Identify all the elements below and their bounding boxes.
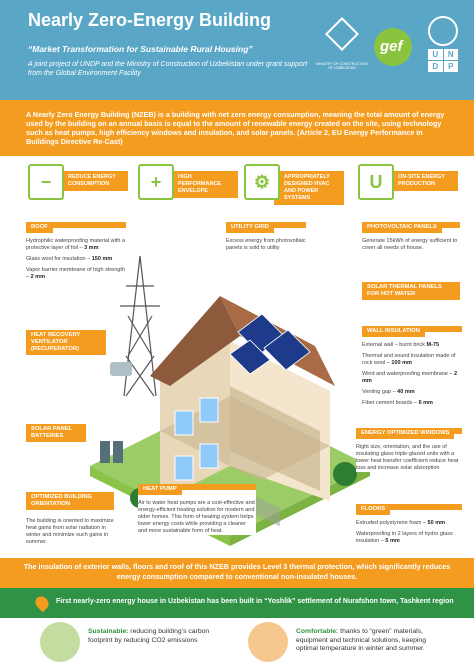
energy-production-icon: U [358, 164, 394, 200]
undp-letter: N [444, 49, 459, 60]
hands-leaf-icon [248, 622, 288, 662]
pv-title: PHOTOVOLTAIC PANELS [362, 222, 442, 233]
benefits-row [0, 618, 474, 669]
pillars-row [0, 156, 474, 206]
pillar-label: HIGH PERFORMANCE ENVELOPE [168, 171, 238, 198]
orientation-box [26, 492, 114, 546]
house-minus-icon: − [28, 164, 64, 200]
roof-title: ROOF [26, 222, 53, 233]
battery-icon [113, 441, 123, 463]
windows-text: Right size, orientation, and the use of insulating glass triple-glazed units with a lower heat transfer coefficient reduce heat loss and increase solar absorption [356, 444, 459, 471]
co2-leaf-icon [40, 622, 80, 662]
solar-batteries-title: SOLAR PANEL BATTERIES [26, 424, 86, 442]
thermal-protection-banner: The insulation of exterior walls, floors and roof of this NZEB provides Level 3 thermal protection, which significantly reduces energy consumption compared to conventional non-insulated houses. [0, 558, 474, 588]
house-plus-icon: + [138, 164, 174, 200]
location-pin-icon [33, 594, 51, 612]
orientation-title: OPTIMIZED BUILDING ORIENTATION [26, 492, 114, 510]
heat-pump-box [138, 484, 256, 535]
roof-box: ROOF Hydrophilic waterproofing material with a protective layer of foil – 3 mm Glass wool for insulation – 150 mm Vapor barrier membrane of high strength – 2 mm [26, 222, 126, 285]
page-title: Nearly Zero-Energy Building [28, 10, 272, 30]
wall-title: WALL INSULATION [362, 326, 425, 337]
recuperator-icon [110, 362, 132, 376]
orientation-text: The building is oriented to maximize heat gains from solar radiation in winter and minimize such gains in summer. [26, 518, 114, 545]
heat-recovery-title: HEAT RECOVERY VENTILATOR (RECUPERATOR) [26, 330, 106, 355]
pillar-label: REDUCE ENERGY CONSUMPTION [58, 171, 128, 191]
solar-batteries-box [26, 424, 86, 439]
benefit-sustainable: Sustainable: reducing building’s carbon footprint by reducing CO2 emissions [40, 622, 230, 664]
heat-pump-text: Air to water heat pumps are a cost-effective and energy-efficient heating solution for modern and older homes. This form of heating system helps lower energy costs while providing a cleaner and more sustainable form of heat. [138, 500, 255, 534]
ministry-logo [316, 18, 368, 78]
floors-title: FLOORS [356, 504, 390, 515]
windows-title: ENERGY OPTIMIZED WINDOWS [356, 428, 454, 439]
undp-globe-icon [428, 16, 458, 46]
undp-letter: U [428, 49, 443, 60]
window [175, 456, 193, 480]
ministry-emblem-icon [325, 17, 359, 51]
pv-text: Generate 15kWh of energy sufficient to cover all needs of house. [362, 238, 458, 251]
wall-insulation-box: WALL INSULATION External wall – burnt brick M-75 Thermal and sound insulation made of rock wool – 100 mm Wind and waterproofing membrane – 2 mm Venting gap – 40 mm Fiber cement boards – 6 mm [362, 326, 462, 411]
pillar-label: APPROPRIATELY DESIGNED HVAC AND POWER SYSTEMS [274, 171, 344, 205]
ministry-caption: MINISTRY OF CONSTRUCTION OF UZBEKISTAN [316, 62, 368, 70]
location-bar [0, 588, 474, 618]
window [200, 444, 218, 468]
windows-box [356, 428, 462, 472]
gef-logo [374, 28, 412, 66]
circuit-icon: ⚙ [244, 164, 280, 200]
utility-grid-text: Excess energy from photovoltaic panels is sold to utility [226, 238, 306, 251]
battery-icon [100, 441, 110, 463]
gef-logo-text: gef [380, 38, 403, 55]
undp-logo [420, 12, 466, 76]
location-text: First nearly-zero energy house in Uzbekistan has been built in “Yoshlik” settlement of Nurafshon town, Tashkent region [56, 598, 454, 605]
project-description: A joint project of UNDP and the Ministry of Construction of Uzbekistan under grant support from the Global Environment Facility [28, 61, 308, 77]
pv-box [362, 222, 460, 252]
header [0, 0, 474, 100]
window [200, 398, 218, 422]
utility-grid-title: UTILITY GRID [226, 222, 274, 233]
solar-thermal-box [362, 282, 460, 297]
pillar-label: ON-SITE ENERGY PRODUCTION [388, 171, 458, 191]
page-subtitle: “Market Transformation for Sustainable Rural Housing” [28, 44, 253, 54]
window [175, 411, 193, 435]
intro-definition: A Nearly Zero Energy Building (NZEB) is a building with net zero energy consumption, meaning the total amount of energy used by the building on an annual basis is equal to the amount of renewable energy created on the site, using technology such as heat pumps, high efficiency windows and insulation, and solar panels. (Article 2, EU Energy Performance in Buildings Directive Re-Cast) [0, 100, 474, 156]
utility-grid-box [226, 222, 306, 252]
benefit-comfortable: Comfortable: thanks to “green” materials, equipment and technical solutions, keeping optimal temperature in winter and summer. [248, 622, 448, 664]
house-infographic [0, 206, 474, 558]
logo-group [316, 12, 466, 80]
undp-letter: P [444, 61, 459, 72]
heat-recovery-box [26, 330, 106, 352]
undp-letter: D [428, 61, 443, 72]
tree-icon [333, 462, 357, 486]
floors-box: FLOORS Extruded polystyrene foam – 50 mm Waterproofing in 2 layers of hydro glass insulation – 5 mm [356, 504, 462, 549]
heat-pump-title: HEAT PUMP [138, 484, 182, 495]
solar-thermal-title: SOLAR THERMAL PANELS FOR HOT WATER [362, 282, 460, 300]
